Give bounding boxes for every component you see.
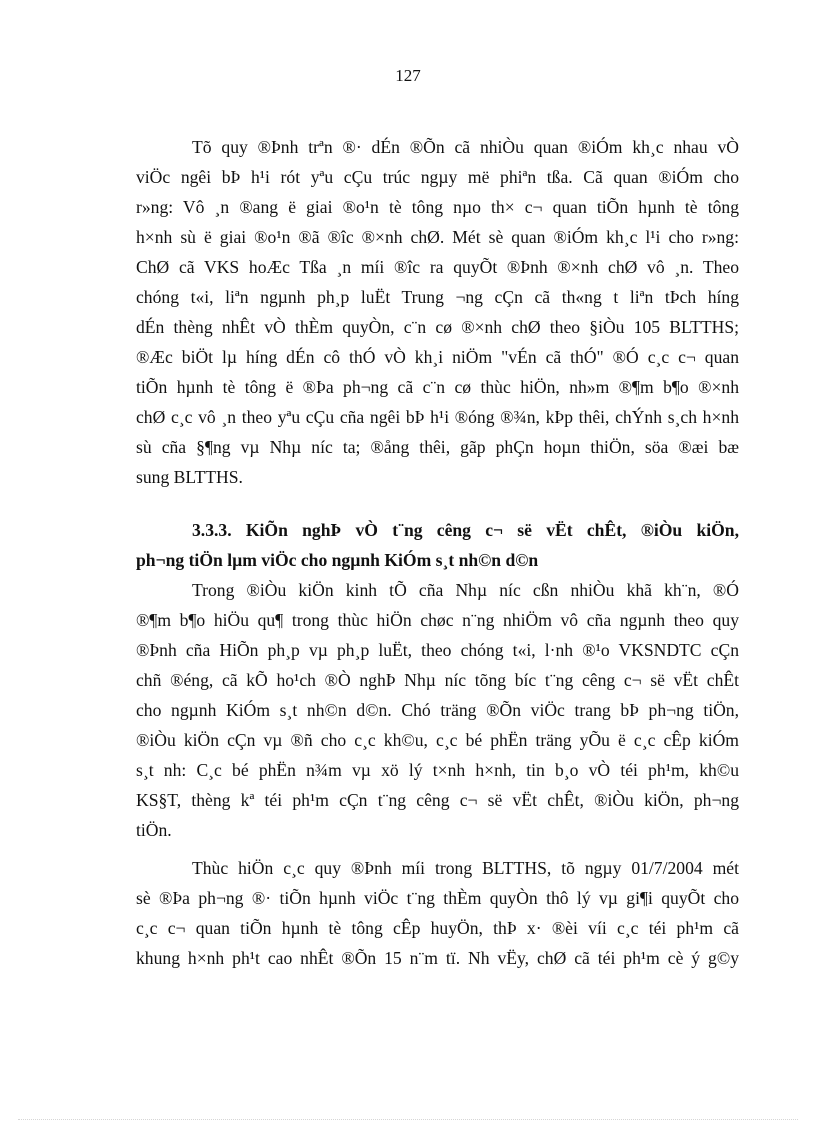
text-line: Thùc hiÖn c¸c quy ®Þnh míi trong BLTTHS, tõ ngµy 01/7/2004 mét: [192, 858, 739, 878]
text-line: ChØ cã VKS hoÆc Tßa ¸n míi ®îc ra quyÕt ®Þnh ®×nh chØ vô ¸n. Theo: [136, 257, 739, 277]
page-number: 127: [395, 66, 421, 85]
text-line: c¸c c¬ quan tiÕn hµnh tè tông cÊp huyÖn, thÞ x· ®èi víi c¸c téi ph¹m cã: [136, 918, 739, 938]
text-line: chØ c¸c vô ¸n theo yªu cÇu cña ngêi bÞ h¹i ®óng ®¾n, kÞp thêi, chÝnh s¸ch h×nh: [136, 407, 739, 427]
text-line: tiÖn.: [136, 820, 172, 840]
heading-line: ph¬ng tiÖn lµm viÖc cho ngµnh KiÓm s¸t nh©n d©n: [136, 550, 539, 570]
text-line: sù cña §¶ng vµ Nhµ níc ta; ®ång thêi, gãp phÇn hoµn thiÖn, söa ®æi bæ: [136, 437, 739, 457]
text-line: s¸t nh: C¸c bé phËn n¾m vµ xö lý t×nh h×nh, tin b¸o vÒ téi ph¹m, kh©u: [136, 760, 739, 780]
text-line: KS§T, thèng kª téi ph¹m cÇn t¨ng cêng c¬ së vËt chÊt, ®iÒu kiÖn, ph¬ng: [136, 790, 739, 810]
text-line: chñ ®éng, cã kÕ ho¹ch ®Ò nghÞ Nhµ níc tõng bíc t¨ng cêng c¬ së vËt chÊt: [136, 670, 739, 690]
text-line: dÉn thèng nhÊt vÒ thÈm quyÒn, c¨n cø ®×nh chØ theo §iÒu 105 BLTTHS;: [136, 317, 739, 337]
paragraph-infrastructure: [136, 575, 739, 845]
text-line: sè ®Þa ph¬ng ®· tiÕn hµnh viÖc t¨ng thÈm quyÒn thô lý vµ gi¶i quyÕt cho: [136, 888, 739, 908]
text-line: tiÕn hµnh tè tông ë ®Þa ph¬ng cã c¨n cø thùc hiÖn, nh»m ®¶m b¶o ®×nh: [136, 377, 739, 397]
text-line: ®¶m b¶o hiÖu qu¶ trong thùc hiÖn chøc n¨ng nhiÖm vô cña ngµnh theo quy: [136, 610, 739, 630]
section-heading-3-3-3: [136, 515, 739, 575]
paragraph-procedural-suspension: [136, 132, 739, 492]
text-line: cho ngµnh KiÓm s¸t nh©n d©n. Chó träng ®Õn viÖc trang bÞ ph¬ng tiÖn,: [136, 700, 739, 720]
text-line: viÖc ngêi bÞ h¹i rót yªu cÇu trúc ngµy më phiªn tßa. Cã quan ®iÓm cho: [136, 167, 739, 187]
paragraph-new-regulations: [136, 853, 739, 973]
text-line: ®Þnh cña HiÕn ph¸p vµ ph¸p luËt, theo chóng t«i, l·nh ®¹o VKSNDTC cÇn: [136, 640, 739, 660]
page-bottom-divider: [18, 1119, 798, 1120]
text-line: r»ng: Vô ¸n ®ang ë giai ®o¹n tè tông nµo th× c¬ quan tiÕn hµnh tè tông: [136, 197, 739, 217]
document-body: [136, 132, 739, 973]
heading-line: 3.3.3. KiÕn nghÞ vÒ t¨ng cêng c¬ së vËt chÊt, ®iÒu kiÖn,: [192, 520, 739, 540]
text-line: ®Æc biÖt lµ híng dÉn cô thÓ vÒ kh¸i niÖm "vÉn cã thÓ" ®Ó c¸c c¬ quan: [136, 347, 739, 367]
text-line: chóng t«i, liªn ngµnh ph¸p luËt Trung ¬ng cÇn cã th«ng t liªn tÞch híng: [136, 287, 739, 307]
text-line: Tõ quy ®Þnh trªn ®· dÉn ®Õn cã nhiÒu quan ®iÓm kh¸c nhau vÒ: [192, 137, 739, 157]
text-line: ®iÒu kiÖn cÇn vµ ®ñ cho c¸c kh©u, c¸c bé phËn träng yÕu ë c¸c cÊp kiÓm: [136, 730, 739, 750]
text-line: khung h×nh ph¹t cao nhÊt ®Õn 15 n¨m tï. Nh vËy, chØ cã téi ph¹m cè ý g©y: [136, 948, 739, 968]
text-line: h×nh sù ë giai ®o¹n ®ã ®îc ®×nh chØ. Mét sè quan ®iÓm kh¸c l¹i cho r»ng:: [136, 227, 739, 247]
text-line: sung BLTTHS.: [136, 467, 243, 487]
text-line: Trong ®iÒu kiÖn kinh tÕ cña Nhµ níc cßn nhiÒu khã kh¨n, ®Ó: [192, 580, 739, 600]
